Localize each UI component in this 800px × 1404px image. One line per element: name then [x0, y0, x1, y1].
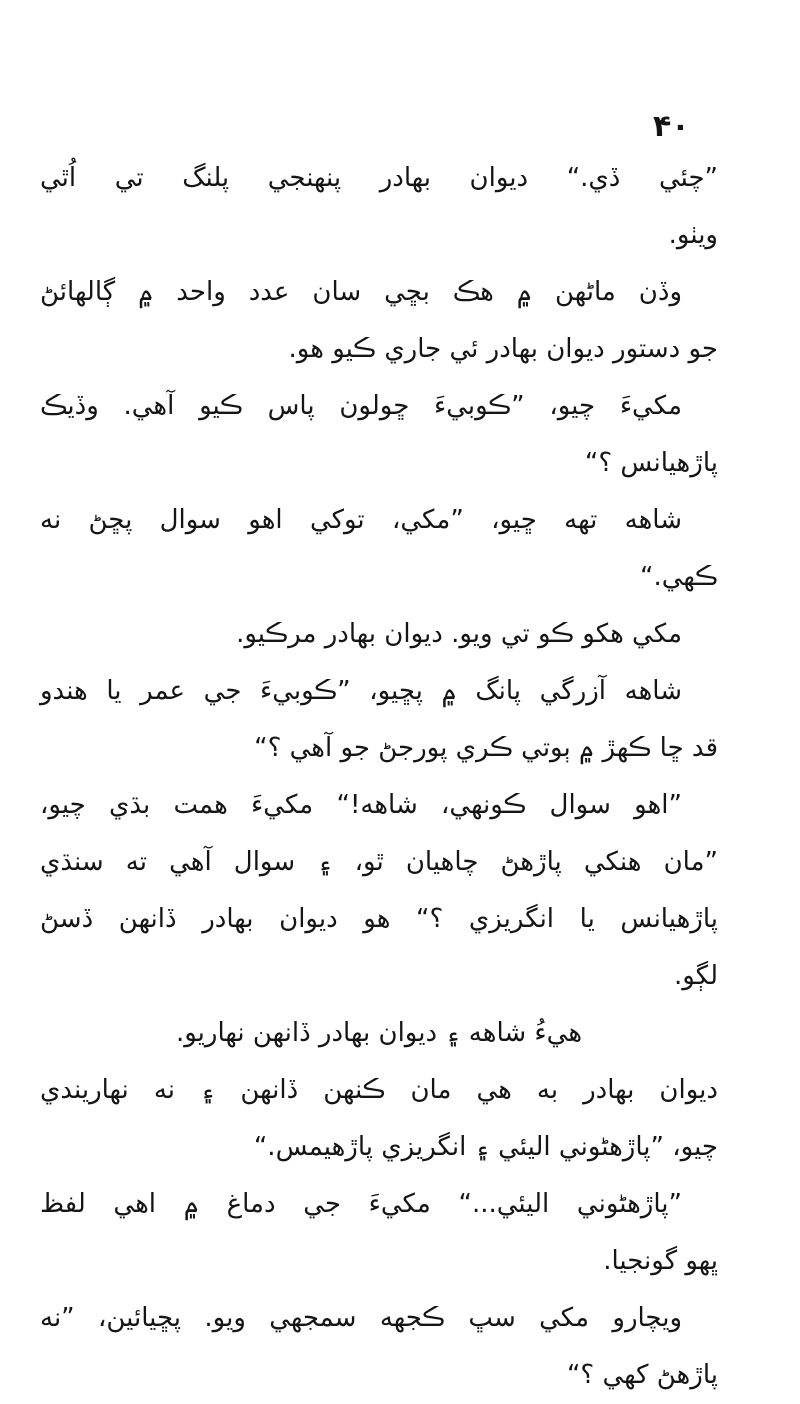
text-line: مکيءَ چيو، ”ڪوبيءَ ڇولون پاس ڪيو آهي. وڏيڪ [40, 391, 682, 421]
page-number: ۴۰ [653, 109, 690, 144]
text-line: ديوان بهادر به هي مان ڪنهن ڏانهن ۽ نه نهاريندي [40, 1075, 718, 1105]
text-line: جو دستور ديوان بهادر ئي جاري ڪيو هو. [288, 334, 718, 364]
text-line: ويچارو مکي سڀ ڪجهه سمجهي ويو. پڇيائين، ”نه [40, 1303, 682, 1333]
text-line: ”پاڙهڻوني اليئي...“ مکيءَ جي دماغ ۾ اهي لفظ [40, 1189, 682, 1219]
text-line: مکي هکو ڪو تي ويو. ديوان بهادر مرڪيو. [236, 619, 682, 649]
text-line: ڪهي.“ [640, 562, 718, 592]
text-line: پاڙهيانس ؟“ [584, 448, 718, 478]
text-line: شاهه تهه ڇيو، ”مکي، توکي اهو سوال پڇڻ نه [40, 505, 682, 535]
text-line: ”مان هنکي پاڙهڻ چاهيان ٿو، ۽ سوال آهي ته سنڌي [40, 847, 718, 877]
body-text [40, 150, 718, 1404]
text-line: ڀهو گونجيا. [603, 1246, 718, 1276]
text-line: پاڙهيانس يا انگريزي ؟“ هو ديوان بهادر ڏانهن ڏسڻ [40, 904, 718, 934]
text-line: قد ڇا ڪهڙ ۾ ٻوتي ڪري پورجڻ جو آهي ؟“ [254, 733, 718, 763]
text-line: هيءُ شاهه ۽ ديوان بهادر ڏانهن نهاريو. [175, 1018, 583, 1048]
text-line: پاڙهڻ کهي ؟“ [566, 1360, 718, 1390]
text-line: شاهه آزرگي پانگ ۾ پڇيو، ”ڪوبيءَ جي عمر يا هندو [40, 676, 682, 706]
text-line: ويٺو. [668, 220, 718, 250]
text-line: چيو، ”پاڙهڻوني اليئي ۽ انگريزي پاڙهيمس.“ [253, 1132, 718, 1162]
text-line: ”اهو سوال ڪونهي، شاهه!“ مکيءَ همت بڌي چيو، [40, 790, 682, 820]
text-line: وڏن ماڻهن ۾ هڪ بڇي سان عدد واحد ۾ ڳالهائڻ [40, 277, 682, 307]
text-line: ”چئي ڏي.“ ديوان بهادر پنهنجي پلنگ تي اُٿي [40, 163, 718, 193]
text-line: لڳو. [674, 961, 718, 991]
